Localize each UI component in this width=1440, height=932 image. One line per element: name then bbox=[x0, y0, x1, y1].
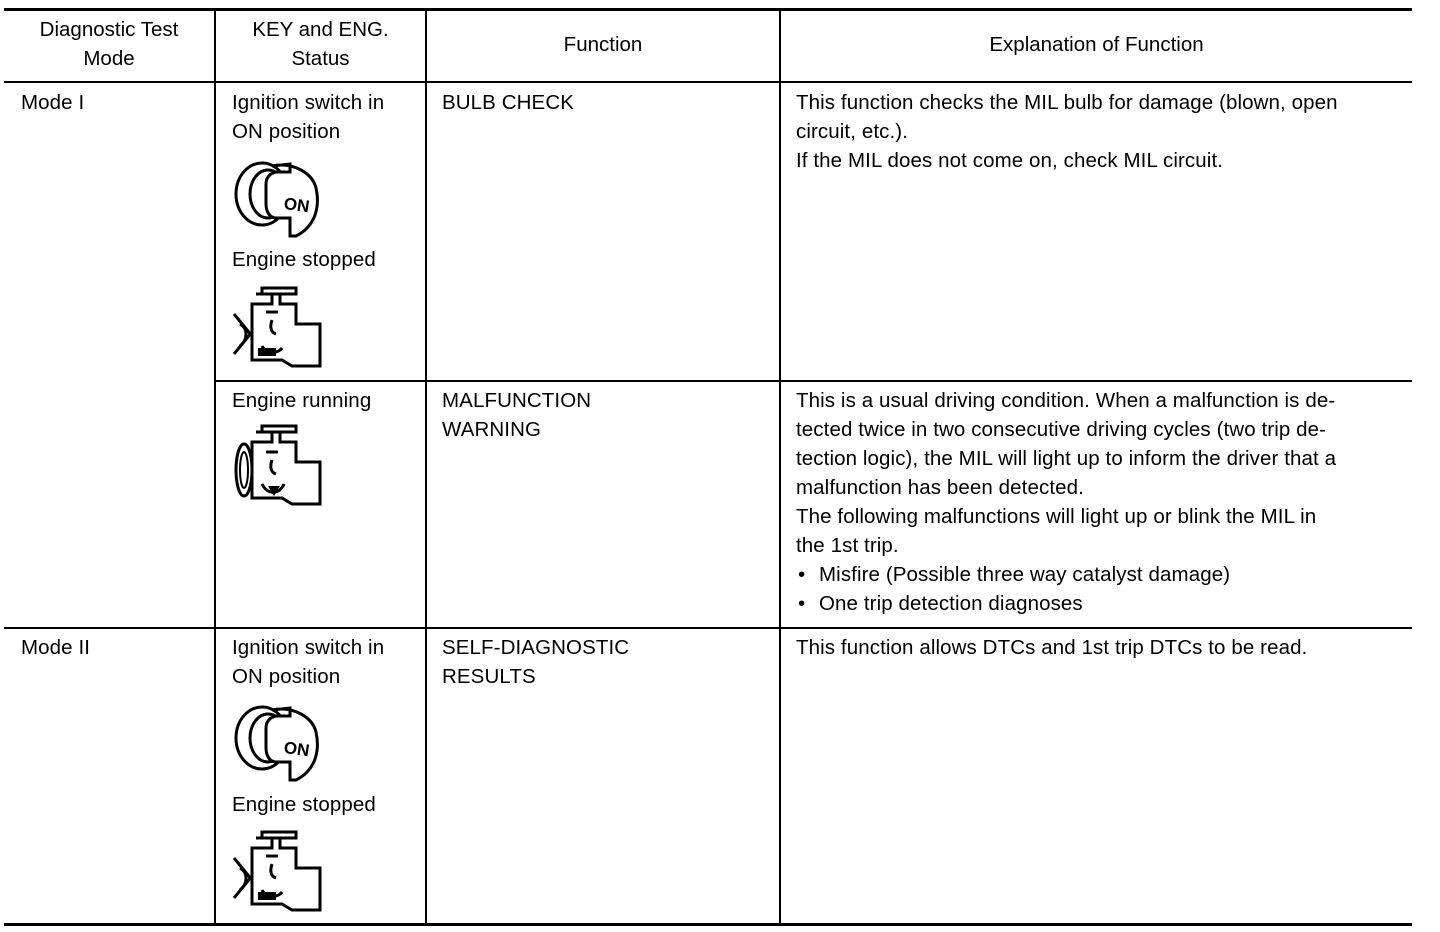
row1-engine-status: Engine stopped bbox=[232, 248, 376, 271]
header-explanation: Explanation of Function bbox=[989, 33, 1204, 56]
row2-bullet-dot-2: • bbox=[798, 592, 806, 615]
row1-explanation-line-1: This function checks the MIL bulb for damage (blown, open bbox=[796, 91, 1338, 114]
key-on-label: ON bbox=[282, 737, 311, 761]
engine-running-icon bbox=[232, 422, 324, 508]
row2-explanation-line-6: the 1st trip. bbox=[796, 534, 899, 557]
row2-explanation-line-1: This is a usual driving condition. When a malfunction is de- bbox=[796, 389, 1336, 412]
row1-explanation-line-3: If the MIL does not come on, check MIL circuit. bbox=[796, 149, 1224, 172]
key-on-label: ON bbox=[282, 193, 311, 217]
row2-function-line-2: WARNING bbox=[442, 418, 542, 441]
header-key-status bbox=[216, 15, 425, 73]
row3-ignition-line-1: Ignition switch in bbox=[232, 636, 385, 659]
row2-explanation-line-3: tection logic), the MIL will light up to inform the driver that a bbox=[796, 447, 1337, 470]
header-key-line-2: Status bbox=[291, 47, 350, 70]
row2-engine-status: Engine running bbox=[232, 389, 372, 412]
row3-engine-status: Engine stopped bbox=[232, 793, 376, 816]
col-divider-2 bbox=[425, 9, 427, 925]
row2-function-line-1: MALFUNCTION bbox=[442, 389, 592, 412]
col-divider-1 bbox=[214, 9, 216, 925]
engine-stopped-icon bbox=[232, 828, 324, 912]
row2-explanation-line-2: tected twice in two consecutive driving cycles (two trip de- bbox=[796, 418, 1327, 441]
col-divider-3 bbox=[779, 9, 781, 925]
row1-mode: Mode I bbox=[21, 91, 85, 114]
header-mode-line-2: Mode bbox=[83, 47, 135, 70]
row2-bullet-2: One trip detection diagnoses bbox=[819, 592, 1083, 615]
row2-explanation-line-5: The following malfunctions will light up or blink the MIL in bbox=[796, 505, 1317, 528]
row1-ignition-line-2: ON position bbox=[232, 120, 341, 143]
ignition-key-on-icon bbox=[232, 702, 322, 784]
row3-mode: Mode II bbox=[21, 636, 91, 659]
row1-explanation-line-2: circuit, etc.). bbox=[796, 120, 908, 143]
row2-explanation-line-4: malfunction has been detected. bbox=[796, 476, 1084, 499]
header-key-line-1: KEY and ENG. bbox=[252, 18, 389, 41]
ignition-key-on-icon bbox=[232, 158, 322, 240]
header-mode bbox=[4, 15, 214, 73]
row3-function-line-1: SELF-DIAGNOSTIC bbox=[442, 636, 630, 659]
row1-function: BULB CHECK bbox=[442, 91, 575, 114]
engine-stopped-icon bbox=[232, 284, 324, 368]
row2-bullet-dot-1: • bbox=[798, 563, 806, 586]
header-function: Function bbox=[563, 33, 643, 56]
row-divider-1 bbox=[215, 380, 1412, 382]
row2-bullet-1: Misfire (Possible three way catalyst damage) bbox=[819, 563, 1231, 586]
row1-ignition-line-1: Ignition switch in bbox=[232, 91, 385, 114]
row3-ignition-line-2: ON position bbox=[232, 665, 341, 688]
row3-explanation-line-1: This function allows DTCs and 1st trip DTCs to be read. bbox=[796, 636, 1308, 659]
row3-function-line-2: RESULTS bbox=[442, 665, 536, 688]
header-mode-line-1: Diagnostic Test bbox=[39, 18, 179, 41]
